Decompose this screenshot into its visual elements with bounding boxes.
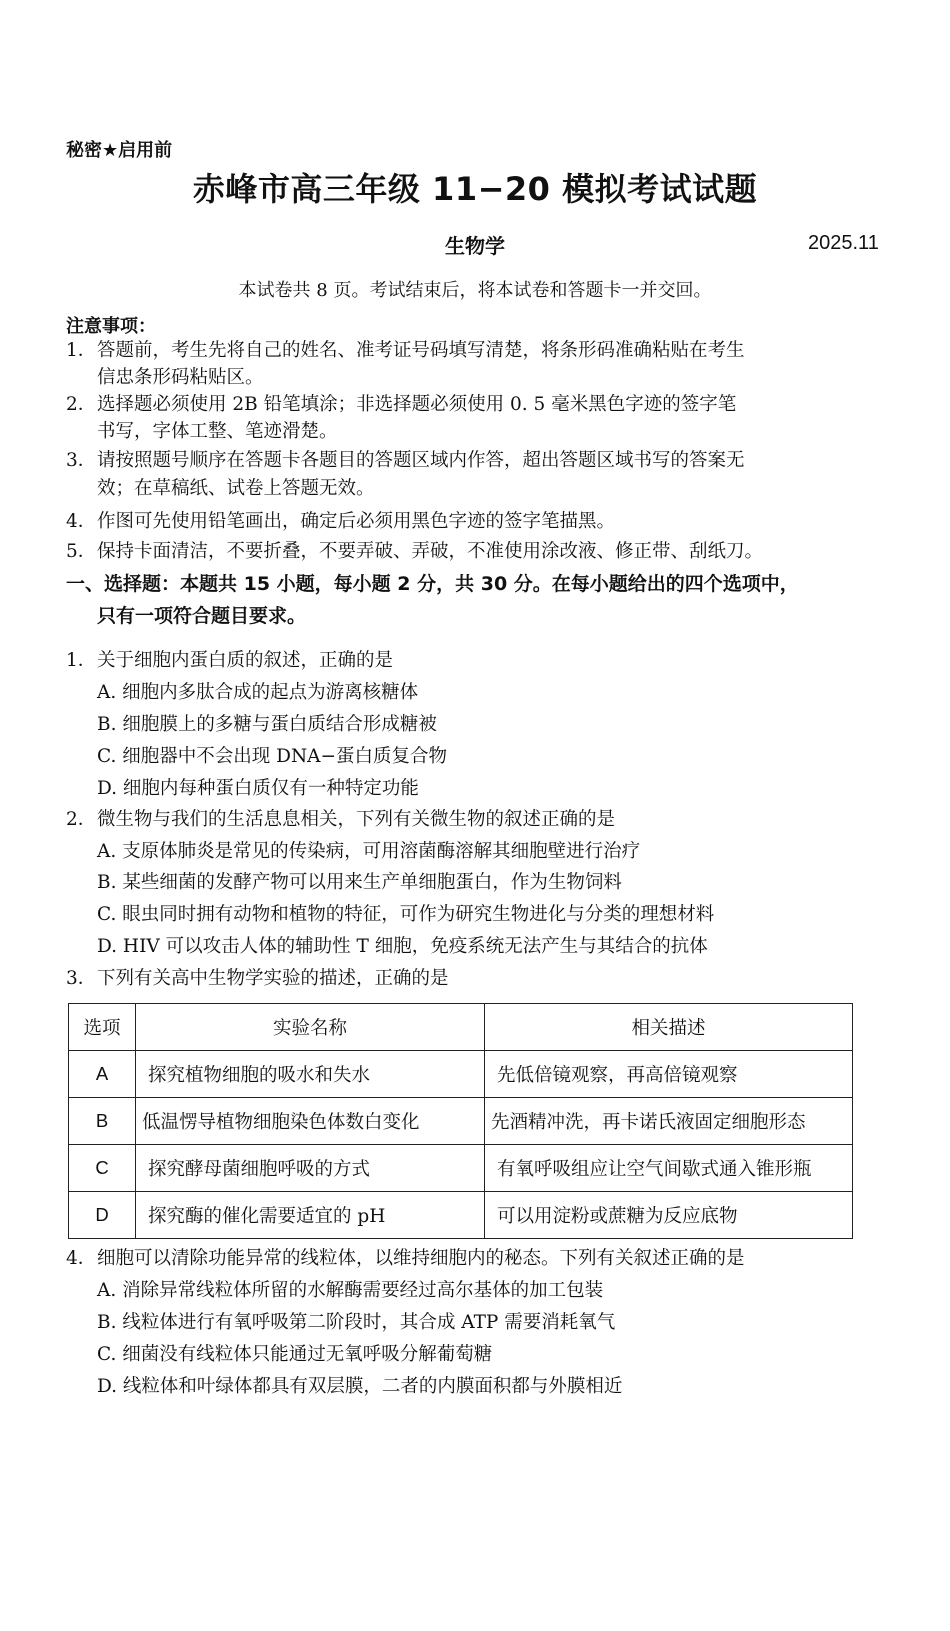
- table-cell: 可以用淀粉或蔗糖为反应底物: [485, 1192, 853, 1239]
- notice-line: 答题前，考生先将自己的姓名、准考证号码填写清楚，将条形码准确粘贴在考生: [97, 340, 745, 361]
- section-heading: 一、选择题：本题共 15 小题，每小题 2 分，共 30 分。在每小题给出的四个选项中，: [66, 573, 799, 595]
- section-heading-line2: 只有一项符合题目要求。: [97, 605, 307, 627]
- question-stem: 微生物与我们的生活息息相关，下列有关微生物的叙述正确的是: [97, 809, 616, 830]
- exam-title: 赤峰市高三年级 11−20 模拟考试试题: [192, 170, 758, 208]
- confidential-label: 秘密★启用前: [66, 140, 173, 161]
- exam-date: 2025.11: [808, 232, 879, 254]
- table-header-cell: 相关描述: [485, 1004, 853, 1051]
- subject-title: 生物学: [445, 234, 505, 258]
- table-cell: C: [69, 1145, 136, 1192]
- question-stem: 关于细胞内蛋白质的叙述，正确的是: [97, 650, 394, 671]
- notice-number: 5．: [66, 541, 97, 562]
- table-cell: 探究酶的催化需要适宜的 pH: [136, 1192, 485, 1239]
- notice-line: 效；在草稿纸、试卷上答题无效。: [97, 478, 375, 499]
- table-cell: 低温愣导植物细胞染色体数白变化: [136, 1098, 485, 1145]
- notice-line: 信忠条形码粘贴区。: [97, 367, 264, 388]
- question-option: C. 细菌没有线粒体只能通过无氧呼吸分解葡萄糖: [97, 1344, 493, 1365]
- table-row: [69, 1145, 853, 1192]
- notice-number: 1．: [66, 340, 97, 361]
- question-option: D. 线粒体和叶绿体都具有双层膜，二者的内膜面积都与外膜相近: [97, 1376, 623, 1397]
- intro-text: 本试卷共 8 页。考试结束后，将本试卷和答题卡一并交回。: [238, 280, 712, 301]
- table-row: [69, 1192, 853, 1239]
- table-cell: A: [69, 1051, 136, 1098]
- table-cell: 有氧呼吸组应让空气间歇式通入锥形瓶: [485, 1145, 853, 1192]
- table-header-row: [69, 1004, 853, 1051]
- notice-line: 选择题必须使用 2B 铅笔填涂；非选择题必须使用 0. 5 毫米黑色字迹的签字笔: [97, 394, 737, 415]
- question-option: B. 细胞膜上的多糖与蛋白质结合形成糖被: [97, 714, 437, 735]
- notice-line: 请按照题号顺序在答题卡各题目的答题区域内作答，超出答题区域书写的答案无: [97, 450, 745, 471]
- notice-line: 作图可先使用铅笔画出，确定后必须用黑色字迹的签字笔描黑。: [97, 511, 616, 532]
- notice-number: 2．: [66, 394, 97, 415]
- question-option: B. 线粒体进行有氧呼吸第二阶段时，其合成 ATP 需要消耗氧气: [97, 1312, 616, 1333]
- question-option: B. 某些细菌的发酵产物可以用来生产单细胞蛋白，作为生物饲料: [97, 872, 622, 893]
- table-cell: 先酒精冲洗，再卡诺氏液固定细胞形态: [485, 1098, 853, 1145]
- table-cell: 探究酵母菌细胞呼吸的方式: [136, 1145, 485, 1192]
- notice-number: 3．: [66, 450, 97, 471]
- experiment-table: [68, 1003, 853, 1239]
- question-option: D. HIV 可以攻击人体的辅助性 T 细胞，免疫系统无法产生与其结合的抗体: [97, 936, 708, 957]
- notice-heading: 注意事项：: [66, 316, 156, 337]
- notice-number: 4．: [66, 511, 97, 532]
- question-option: D. 细胞内每种蛋白质仅有一种特定功能: [97, 778, 419, 799]
- question-option: A. 支原体肺炎是常见的传染病，可用溶菌酶溶解其细胞壁进行治疗: [97, 841, 641, 862]
- question-option: A. 消除异常线粒体所留的水解酶需要经过高尔基体的加工包装: [97, 1280, 604, 1301]
- table-cell: D: [69, 1192, 136, 1239]
- table-row: [69, 1051, 853, 1098]
- notice-line: 书写，字体工整、笔迹滑楚。: [97, 421, 338, 442]
- question-option: A. 细胞内多肽合成的起点为游离核糖体: [97, 682, 419, 703]
- table-cell: 先低倍镜观察，再高倍镜观察: [485, 1051, 853, 1098]
- question-option: C. 细胞器中不会出现 DNA−蛋白质复合物: [97, 746, 448, 767]
- table-row: [69, 1098, 853, 1145]
- table-cell: B: [69, 1098, 136, 1145]
- notice-line: 保持卡面清洁，不要折叠，不要弄破、弄破，不准使用涂改液、修正带、刮纸刀。: [97, 541, 764, 562]
- table-cell: 探究植物细胞的吸水和失水: [136, 1051, 485, 1098]
- question-stem: 下列有关高中生物学实验的描述，正确的是: [97, 968, 449, 989]
- table-header-cell: 实验名称: [136, 1004, 485, 1051]
- table-header-cell: 选项: [69, 1004, 136, 1051]
- question-option: C. 眼虫同时拥有动物和植物的特征，可作为研究生物进化与分类的理想材料: [97, 904, 715, 925]
- question-stem: 细胞可以清除功能异常的线粒体，以维持细胞内的秘态。下列有关叙述正确的是: [97, 1248, 745, 1269]
- question-number: 2．: [66, 809, 97, 830]
- question-number: 3．: [66, 968, 97, 989]
- question-number: 1．: [66, 650, 97, 671]
- question-number: 4．: [66, 1248, 97, 1269]
